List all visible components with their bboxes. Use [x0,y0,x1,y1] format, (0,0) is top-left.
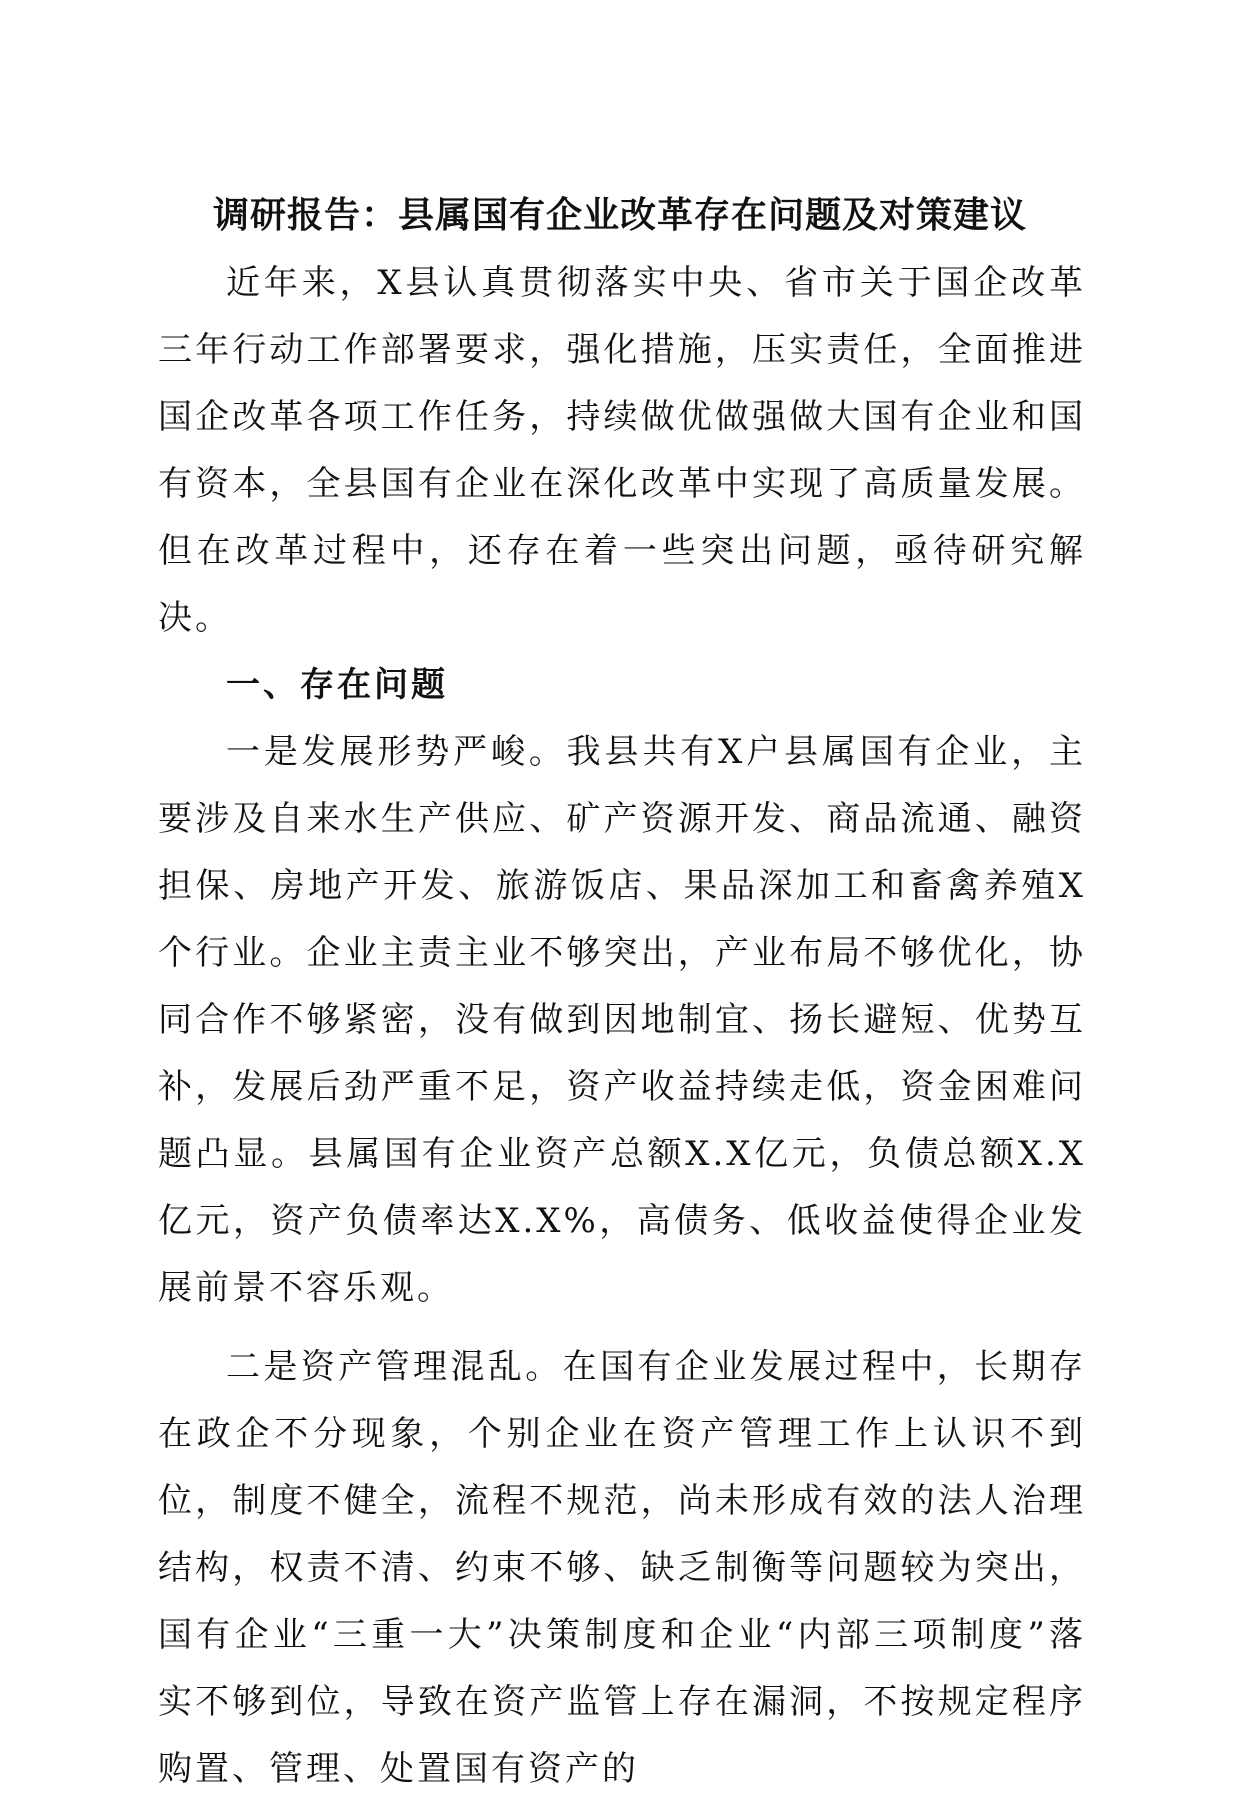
document-title: 调研报告：县属国有企业改革存在问题及对策建议 [212,194,1027,236]
document-body [158,250,1086,1803]
section-heading-problems: 一、存在问题 [226,665,448,705]
intro-paragraph: 近年来，X县认真贯彻落实中央、省市关于国企改革三年行动工作部署要求，强化措施，压实责任，全面推进国企改革各项工作任务，持续做优做强做大国有企业和国有资本，全县国有企业在深化改革中实现了高质量发展。但在改革过程中，还存在着一些突出问题，亟待研究解决。 [158,263,1086,638]
paragraph-development-situation: 一是发展形势严峻。我县共有X户县属国有企业，主要涉及自来水生产供应、矿产资源开发、商品流通、融资担保、房地产开发、旅游饭店、果品深加工和畜禽养殖X个行业。企业主责主业不够突出，产业布局不够优化，协同合作不够紧密，没有做到因地制宜、扬长避短、优势互补，发展后劲严重不足，资产收益持续走低，资金困难问题凸显。县属国有企业资产总额X.X亿元，负债总额X.X亿元，资产负债率达X.X%，高债务、低收益使得企业发展前景不容乐观。 [158,732,1086,1308]
paragraph-asset-management: 二是资产管理混乱。在国有企业发展过程中，长期存在政企不分现象，个别企业在资产管理工作上认识不到位，制度不健全，流程不规范，尚未形成有效的法人治理结构，权责不清、约束不够、缺乏制衡等问题较为突出，国有企业“三重一大”决策制度和企业“内部三项制度”落实不够到位，导致在资产监管上存在漏洞，不按规定程序购置、管理、处置国有资产的 [158,1347,1086,1789]
